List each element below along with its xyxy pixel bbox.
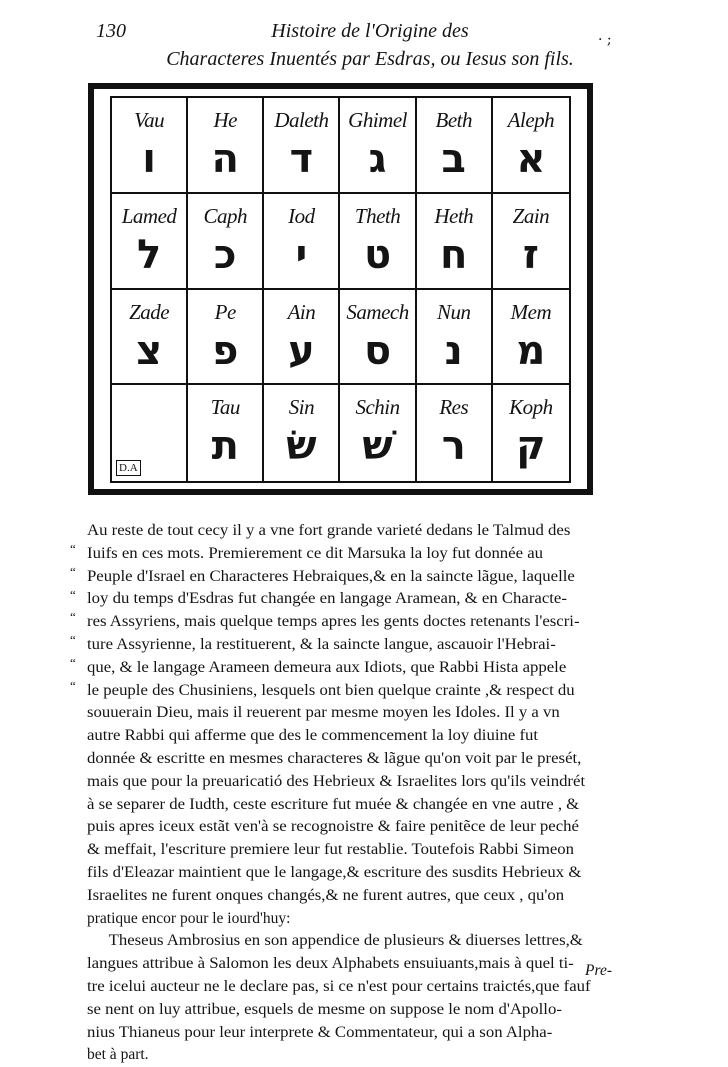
letter-name: Ain bbox=[287, 299, 316, 324]
letter-name: Zain bbox=[512, 203, 550, 228]
letter-cell-beth bbox=[417, 98, 493, 194]
text-line: bet à part. bbox=[87, 1046, 149, 1064]
hebrew-letter-glyph: ג bbox=[368, 136, 387, 182]
hebrew-letter-glyph: מ bbox=[516, 327, 546, 374]
hebrew-letter-glyph: ט bbox=[363, 231, 392, 278]
text-line: res Assyriens, mais quelque temps apres les gents doctes retenants l'escri- bbox=[87, 613, 580, 631]
letter-cell-lamed bbox=[112, 194, 188, 290]
text-line: que, & le langage Arameen demeura aux Idiots, que Rabbi Hista appele bbox=[87, 658, 567, 676]
letter-name: Daleth bbox=[274, 108, 329, 132]
text-line: se nent on luy attribue, esquels de mesme on suppose le nom d'Apollo- bbox=[87, 1000, 562, 1018]
letter-name: Schin bbox=[355, 395, 400, 420]
margin-quote-mark: “ bbox=[70, 632, 76, 648]
hebrew-letter-glyph: ז bbox=[522, 231, 539, 278]
empty-cell bbox=[112, 385, 188, 481]
text-line: Israelites ne furent onques changés,& ne furent autres, que ceux , qu'on bbox=[87, 886, 565, 904]
letter-cell-zain bbox=[493, 194, 569, 290]
page-number: 130 bbox=[96, 20, 126, 42]
text-line: langues attribue à Salomon les deux Alphabets ensuiuants,mais à quel ti- bbox=[87, 955, 574, 973]
hebrew-letter-glyph: ע bbox=[288, 327, 315, 374]
hebrew-letter-glyph: ח bbox=[440, 231, 468, 278]
letter-cell-daleth bbox=[264, 98, 340, 194]
text-line: Au reste de tout cecy il y a vne fort grande varieté dedans le Talmud des bbox=[87, 522, 571, 539]
hebrew-letter-glyph: ק bbox=[516, 423, 546, 470]
letter-cell-iod bbox=[264, 194, 340, 290]
letter-name: Ghimel bbox=[348, 108, 407, 132]
hebrew-letter-glyph: כ bbox=[213, 231, 237, 278]
letter-cell-aleph bbox=[493, 98, 569, 194]
letter-cell-he bbox=[188, 98, 264, 194]
text-line: à se separer de Iudth, ceste escriture fut muée & changée en vne autre , & bbox=[87, 795, 580, 813]
letter-cell-mem bbox=[493, 290, 569, 386]
letter-name: Samech bbox=[346, 299, 409, 324]
margin-quote-mark: “ bbox=[70, 609, 76, 625]
text-line: puis apres iceux estãt ven'à se recognoistre & faire penitẽce de leur peché bbox=[87, 818, 579, 836]
catchword: Pre- bbox=[585, 962, 612, 979]
letter-name: Lamed bbox=[121, 203, 177, 228]
text-line: pratique encor pour le iourd'huy: bbox=[87, 909, 291, 927]
letter-cell-tau bbox=[188, 385, 264, 481]
margin-quote-mark: “ bbox=[70, 654, 76, 670]
letter-name: Aleph bbox=[507, 108, 555, 132]
letter-cell-zade bbox=[112, 290, 188, 386]
margin-quote-mark: “ bbox=[70, 677, 76, 693]
letter-name: Caph bbox=[203, 203, 247, 228]
text-line: autre Rabbi qui afferme que des le commencement la loy diuine fut bbox=[87, 727, 539, 745]
hebrew-letter-glyph: ב bbox=[441, 136, 466, 182]
letter-cell-ain bbox=[264, 290, 340, 386]
hebrew-letter-glyph: ת bbox=[211, 423, 239, 470]
letter-cell-pe bbox=[188, 290, 264, 386]
text-line: donnée & escritte en mesmes characteres & lãgue qu'on voit par le presét, bbox=[87, 749, 582, 767]
alphabet-grid bbox=[110, 96, 571, 483]
text-line: souuerain Dieu, mais il reuerent par mesme moyen les Idoles. Il y a vn bbox=[87, 704, 560, 722]
letter-cell-schin bbox=[340, 385, 416, 481]
hebrew-letter-glyph: א bbox=[516, 136, 546, 182]
letter-name: Theth bbox=[354, 203, 401, 228]
hebrew-letter-glyph: ל bbox=[136, 231, 162, 278]
margin-quote-mark: “ bbox=[70, 586, 76, 602]
text-line: ture Assyrienne, la restituerent, & la saincte langue, ascauoir l'Hebrai- bbox=[87, 635, 556, 653]
letter-cell-res bbox=[417, 385, 493, 481]
letter-name: Nun bbox=[436, 299, 471, 324]
letter-name: Pe bbox=[214, 299, 236, 324]
text-line: Peuple d'Israel en Characteres Hebraiques,& en la saincte lãgue, laquelle bbox=[87, 567, 575, 585]
text-line: nius Thianeus pour leur interprete & Commentateur, qui a son Alpha- bbox=[87, 1023, 553, 1041]
hebrew-letter-glyph: ה bbox=[211, 136, 239, 182]
da-monogram: D.A bbox=[116, 460, 141, 476]
running-title-line1: Histoire de l'Origine des bbox=[271, 20, 469, 42]
text-line: fils d'Eleazar maintient que le langage,& escriture des susdits Hebrieux & bbox=[87, 863, 582, 881]
letter-cell-caph bbox=[188, 194, 264, 290]
text-line: & meffait, l'escriture premiere leur fut restablie. Toutefois Rabbi Simeon bbox=[87, 841, 575, 859]
hebrew-letter-glyph: שׁ bbox=[362, 423, 393, 470]
letter-cell-vau bbox=[112, 98, 188, 194]
text-line: Theseus Ambrosius en son appendice de plusieurs & diuerses lettres,& bbox=[108, 932, 583, 950]
letter-name: Vau bbox=[134, 108, 165, 132]
text-line: le peuple des Chusiniens, lesquels ont bien quelque crainte ,& respect du bbox=[87, 681, 575, 699]
text-line: mais que pour la preuaricatió des Hebrieux & Israelites lors qu'ils veindrét bbox=[87, 772, 586, 790]
letter-cell-ghimel bbox=[340, 98, 416, 194]
hebrew-alphabet-table bbox=[88, 83, 593, 495]
margin-quote-mark: “ bbox=[70, 541, 76, 556]
letter-cell-sin bbox=[264, 385, 340, 481]
letter-cell-samech bbox=[340, 290, 416, 386]
letter-name: He bbox=[213, 108, 237, 132]
hebrew-letter-glyph: ר bbox=[441, 423, 466, 470]
hebrew-letter-glyph: י bbox=[295, 231, 308, 278]
text-line: tre icelui aucteur ne le declare pas, si ce n'est pour certains traictés,que fauf bbox=[87, 977, 591, 995]
hebrew-letter-glyph: פ bbox=[212, 327, 239, 374]
page-specks: · ; bbox=[598, 32, 612, 48]
text-line: Iuifs en ces mots. Premierement ce dit Marsuka la loy fut donnée au bbox=[87, 544, 544, 562]
hebrew-letter-glyph: שׂ bbox=[286, 423, 317, 470]
letter-name: Koph bbox=[509, 395, 553, 420]
letter-cell-theth bbox=[340, 194, 416, 290]
letter-cell-nun bbox=[417, 290, 493, 386]
hebrew-letter-glyph: ו bbox=[142, 136, 156, 182]
letter-name: Beth bbox=[435, 108, 472, 132]
margin-quote-marks bbox=[70, 538, 76, 698]
letter-name: Res bbox=[439, 395, 469, 420]
body-text bbox=[87, 520, 615, 1067]
hebrew-letter-glyph: צ bbox=[136, 327, 163, 374]
letter-cell-koph bbox=[493, 385, 569, 481]
letter-name: Sin bbox=[288, 395, 315, 420]
letter-name: Iod bbox=[288, 203, 315, 228]
hebrew-letter-glyph: ד bbox=[289, 136, 314, 182]
hebrew-letter-glyph: נ bbox=[444, 327, 463, 374]
letter-name: Zade bbox=[129, 299, 170, 324]
text-line: loy du temps d'Esdras fut changée en langage Aramean, & en Characte- bbox=[87, 590, 567, 608]
hebrew-letter-glyph: ס bbox=[363, 327, 392, 374]
letter-name: Tau bbox=[210, 395, 240, 420]
letter-name: Mem bbox=[510, 299, 552, 324]
letter-name: Heth bbox=[434, 203, 474, 228]
running-title-line2: Characteres Inuentés par Esdras, ou Iesus son fils. bbox=[166, 48, 574, 70]
letter-cell-heth bbox=[417, 194, 493, 290]
margin-quote-mark: “ bbox=[70, 563, 76, 579]
